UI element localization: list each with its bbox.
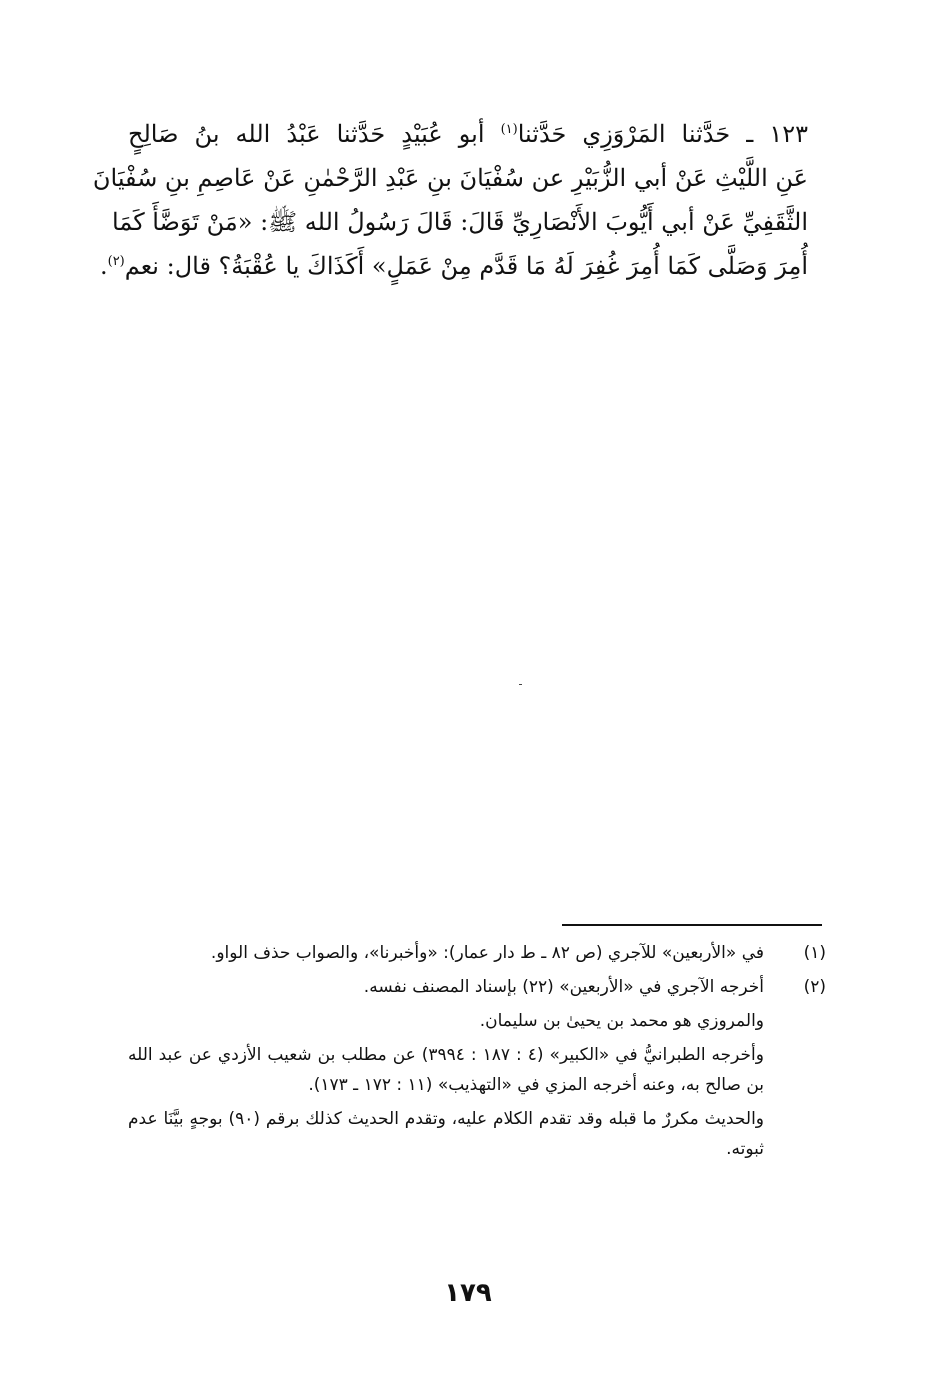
hadith-line-4 [99, 244, 808, 288]
footnote-ref-1: (١) [500, 122, 518, 137]
footnote-number: (١) [803, 943, 826, 963]
page-number: ١٧٩ [444, 1278, 492, 1308]
hadith-text [92, 112, 808, 288]
footnote-paragraph: في «الأربعين» للآجري (ص ٨٢ ـ ط دار عمار): «وأخبرنا»، والصواب حذف الواو. [210, 943, 764, 963]
footnote-2 [128, 972, 828, 1164]
hadith-line-3: الثَّقَفِيِّ عَنْ أبي أَيُّوبَ الأَنْصَارِيِّ قَالَ: قَالَ رَسُولُ الله ﷺ: «مَنْ تَوَضَّأَ كَمَا [112, 208, 808, 236]
hadith-line-1-rest: أبو عُبَيْدٍ حَدَّثنا عَبْدُ الله بنُ صَالِحٍ [128, 120, 501, 148]
hadith-line-1-start: ١٢٣ ـ حَدَّثنا المَرْوَزِي حَدَّثنا [517, 120, 808, 148]
hadith-line-4-end: . [99, 252, 108, 280]
hadith-line-4-text: أُمِرَ وَصَلَّى كَمَا أُمِرَ غُفِرَ لَهُ مَا قَدَّم مِنْ عَمَلٍ» أَكَذَاكَ يا عُقْبَةُ؟ قال: نعم [124, 252, 808, 280]
footnotes [128, 938, 828, 1168]
footnote-paragraph: والمروزي هو محمد بن يحيىٰ بن سليمان. [479, 1011, 764, 1031]
footnote-ref-2: (٢) [107, 254, 125, 269]
hadith-line-2: عَنِ اللَّيْثِ عَنْ أبي الزُّبَيْرِ عن سُفْيَانَ بنِ عَبْدِ الرَّحْمٰنِ عَنْ عَاصِمِ بنِ سُفْيَانَ [92, 164, 808, 192]
footnote-paragraph: والحديث مكررٌ ما قبله وقد تقدم الكلام عليه، وتقدم الحديث كذلك برقم (٩٠) بوجهٍ بيَّنَا عدم ثبوته. [128, 1109, 765, 1159]
footnote-paragraph: أخرجه الآجري في «الأربعين» (٢٢) بإسناد المصنف نفسه. [363, 977, 764, 997]
scan-speck [519, 684, 522, 685]
footnote-paragraph: وأخرجه الطبرانيُّ في «الكبير» (٤ : ١٨٧ : ٣٩٩٤) عن مطلب بن شعيب الأزدي عن عبد الله بن صالح به، وعنه أخرجه المزي في «التهذيب» (١١ : ١٧٢ ـ ١٧٣). [128, 1045, 764, 1095]
hadith-line-1 [128, 112, 808, 156]
footnote-number: (٢) [803, 977, 826, 997]
footnote-separator [562, 924, 822, 926]
footnote-1 [128, 938, 828, 968]
